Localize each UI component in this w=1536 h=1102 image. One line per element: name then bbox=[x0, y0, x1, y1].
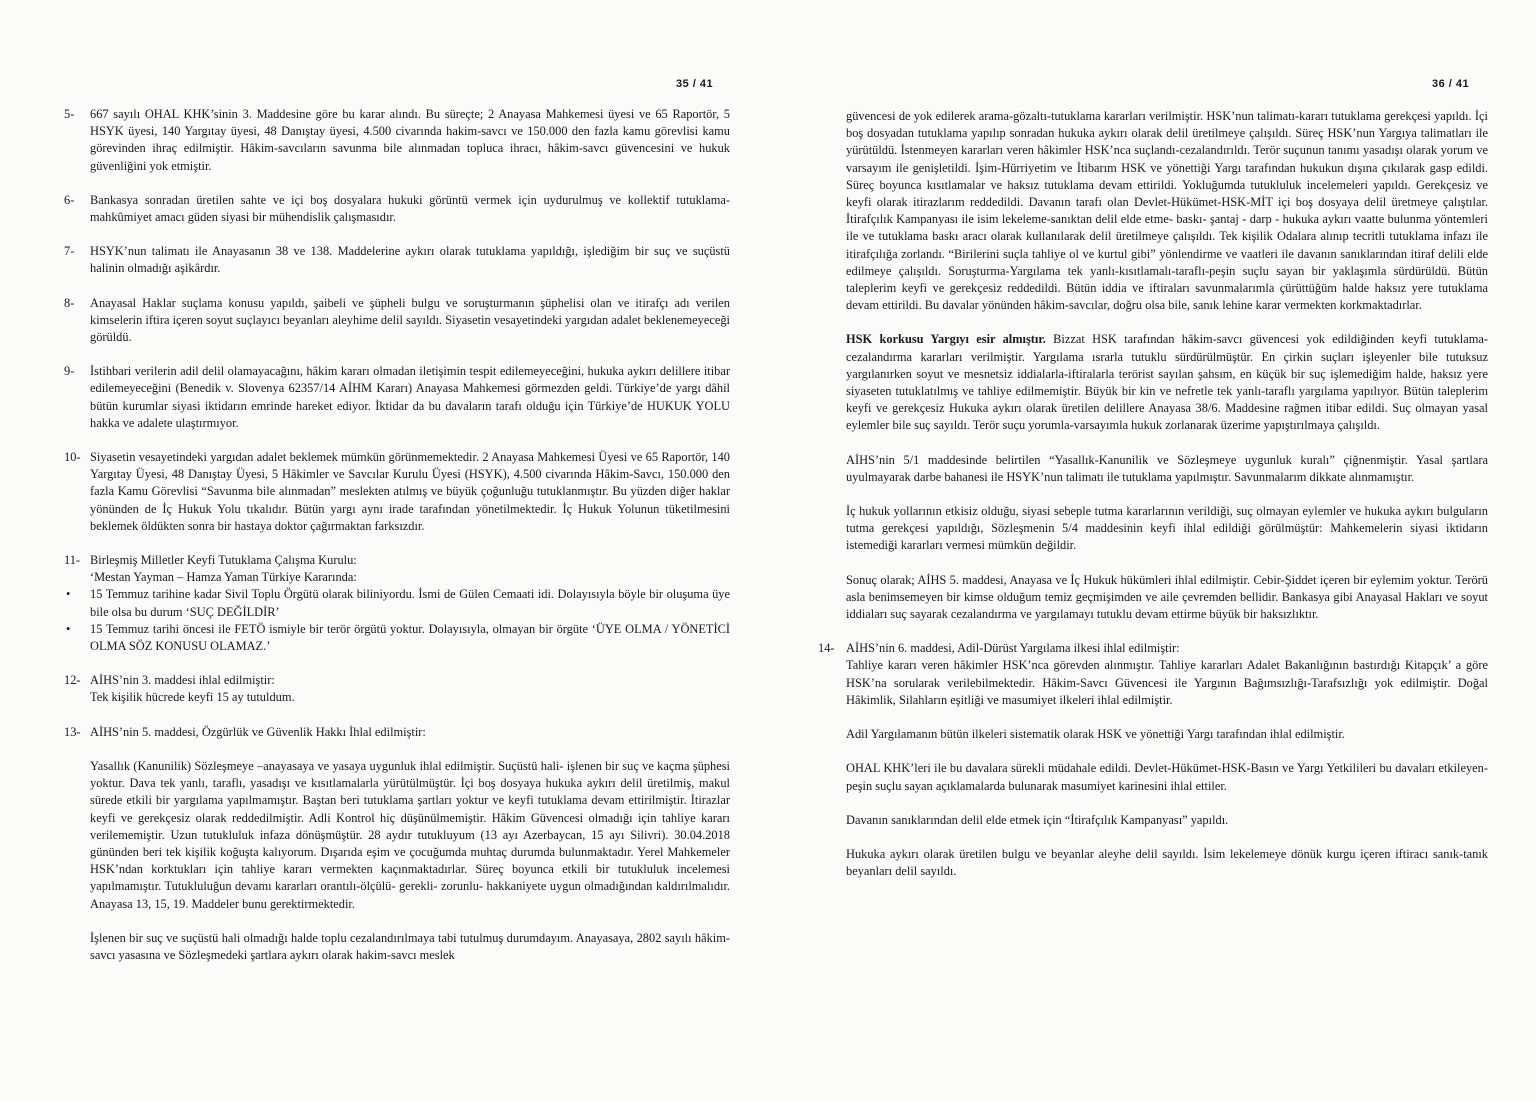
item-paragraph: İşlenen bir suç ve suçüstü hali olmadığı halde toplu cezalandırılmaya tabi tutulmuş durumdayım. Anayasaya, 2802 sayılı hâkim-savcı yasasına ve Sözleşmedeki şartlara aykırı olarak hakim-savcı meslek bbox=[90, 930, 730, 962]
item-number: 12- bbox=[64, 673, 81, 688]
page-number: 35 / 41 bbox=[676, 78, 714, 90]
item-text: Tahliye kararı veren hâkimler HSK’nca görevden alınmıştır. Tahliye kararları Adalet Bakanlığının bastırdığı Kitapçık’ a göre HSK’na sorularak verilebilmektedir. Hâkim-Savcı Güvencesi ile Yargının Bağımsızlığı-Tarafsızlığı yok edilmiştir. Doğal Hâkimlik, Silahların eşitliği ve masumiyet ilkeleri ihlal edilmiştir. bbox=[846, 658, 1488, 707]
bullet-item: • 15 Temmuz tarihine kadar Sivil Toplu Örgütü olarak biliniyordu. İsmi de Gülen Cemaati idi. Dolayısıyla böyle bir oluşuma üye bile olsa bu durum ‘SUÇ DEĞİLDİR’ bbox=[90, 586, 730, 620]
paragraph: Davanın sanıklarından delil elde etmek için “İtirafçılık Kampanyası” yapıldı. bbox=[846, 812, 1229, 827]
item-text: Tek kişilik hücrede keyfi 15 ay tutuldum. bbox=[90, 690, 295, 705]
paragraph: güvencesi de yok edilerek arama-gözaltı-tutuklama kararları verilmiştir. HSK’nun talimatı-kararı tutuklama gerekçesi yapıldı. İçi boş dosyadan tutuklama yapılıp sonradan hukuka aykırı olarak delil üretilmeye çalışıldı. Süreç HSK’nun Yargıya talimatları ile yürütüldü. İstenmeyen kararları veren hâkimler HSK’nca suçlandı-cezalandırıldı. Terör suçunun tanımı yasadışı olarak yorum ve varsayım ile genişletildi. İşim-Hürriyetim ve İtibarım HSK ve yönettiği Yargı tarafından hukukun dışına çıkılarak gasp edildi. Süreç boyunca kısıtlamalar ve haksız tutuklama devam ettirildi. Yokluğumda tutukluluk incelemeleri yapıldı. Gerekçesiz ve keyfi olarak itirazlarım reddedildi. Davanın tarafı olan Devlet-Hükümet-HSK-MİT içi boş dosyaya delil üretmeye çalıştılar. İtirafçılık Kampanyası ile isim lekeleme-sanıktan delil elde etme- baskı- şantaj - darp - hukuka aykırı vaatte bulunma yöntemleri ile ve tutuklama baskı aracı olarak kullanılarak delil üretilmeye çalışıldı. Tek kişilik Odalara alınıp tecritli tutuklama infazı ile itirafçılığa zorlandı. “Birilerini suçla tahliye ol ve kurtul gibi” yönlendirme ve vaatleri ile davanın sanıklarından itiraf delili elde edilmeye çalışıldı. Soruşturma-Yargılama tek yanlı-kısıtlamalı-taraflı-peşin suçlu sayan bir yaklaşımla sürdürüldü. Bütün taleplerim keyfi ve gerekçesiz reddedildi. Bütün iddia ve iftiraları savunmalarımla çürüttüğüm halde haksız yere tutuklama devam ettirildi. Bu davalar yönünden hâkim-savcılar, doğru olsa bile, sanık lehine karar vermekten korkmaktadırlar. bbox=[846, 109, 1488, 313]
list-item-14 bbox=[818, 640, 1488, 709]
item-text: Anayasal Haklar suçlama konusu yapıldı, şaibeli ve şüpheli bulgu ve soruşturmanın şüphelisi olan ve itirafçı adı verilen kimselerin iftira içeren soyut suçlayıcı beyanları aleyhime delil sayıldı. Siyasetin vesayetindeki yargıdan adalet beklenemeyeceği görüldü. bbox=[90, 295, 730, 345]
list-item bbox=[64, 243, 730, 277]
item-number: 9- bbox=[64, 364, 75, 379]
list-item bbox=[64, 295, 730, 347]
item-number: 8- bbox=[64, 295, 75, 310]
item-heading: AİHS’nin 6. maddesi, Adil-Dürüst Yargılama ilkesi ihlal edilmiştir: bbox=[846, 641, 1180, 656]
left-column bbox=[64, 106, 730, 981]
item-number: 14- bbox=[818, 641, 835, 656]
paragraph-rest: Bizzat HSK tarafından hâkim-savcı güvencesi yok edildiğinden keyfi tutuklama-cezalandırma kararları verilmiştir. Yargılama ısrarla tutuklu sürdürülmüştür. En çirkin suçları işleyenler bile tutuksuz yargılanırken soyut ve mesnetsiz iddialarla-iftiralarla terörist sayılan şahsım, en küçük bir suç işlemediğim halde, haksız yere siyaseten tutuklatılmış ve tahliye edilmemiştir. Büyük bir kin ve nefretle tek yanlı-taraflı yargılama yapılıyor. Bütün taleplerim keyfi ve gerekçesiz Hukuka aykırı olarak üretilen delillere Anayasa 38/6. Maddesine rağmen itibar edildi. Suç olmayan yasal eylemler bile suç sayıldı. Terör suçu yorumla-varsayımla hukuk zorlanarak üzerime yapıştırılmaya çalışıldı. bbox=[846, 332, 1488, 433]
right-column bbox=[818, 108, 1488, 897]
paragraph: OHAL KHK’leri ile bu davalara sürekli müdahale edildi. Devlet-Hükümet-HSK-Basın ve Yargı Yetkilileri bu davaları etkileyen- peşin suçlu sayan açıklamalarda bulunarak masumiyet karinesini ihlal ettiler. bbox=[846, 761, 1488, 793]
list-item bbox=[64, 449, 730, 535]
list-item-11 bbox=[64, 552, 730, 655]
item-number: 5- bbox=[64, 107, 75, 121]
paragraph: Hukuka aykırı olarak üretilen bulgu ve beyanlar aleyhe delil sayıldı. İsim lekelemeye dönük kurgu içeren iftiracı sanık-tanık beyanları delil sayıldı. bbox=[846, 846, 1488, 879]
list-item-12 bbox=[64, 672, 730, 706]
bullet-list bbox=[90, 586, 730, 655]
list-item-13 bbox=[64, 724, 730, 964]
paragraph: Adil Yargılamanın bütün ilkeleri sistematik olarak HSK ve yönettiği Yargı tarafından ihlal edilmiştir. bbox=[846, 727, 1345, 742]
bullet-item: • 15 Temmuz tarihi öncesi ile FETÖ ismiyle bir terör örgütü yoktur. Dolayısıyla, olmayan bir örgüte ‘ÜYE OLMA / YÖNETİCİ OLMA SÖZ KONUSU OLAMAZ.’ bbox=[90, 621, 730, 655]
paragraph: Sonuç olarak; AİHS 5. maddesi, Anayasa ve İç Hukuk hükümleri ihlal edilmiştir. Cebir-Şiddet içeren bir eylemim yoktur. Terörü asla benimsemeyen bir kimse olduğum temiz geçmişimden ve aile çevremden bellidir. Bankasya gibi Anayasal Hakları ve soyut iddiaları suç sayarak cezalandırma ve yargılamayı tutuklu devam ettirme büyük bir haksızlıktır. bbox=[846, 572, 1488, 622]
item-heading: Birleşmiş Milletler Keyfi Tutuklama Çalışma Kurulu: bbox=[90, 553, 357, 568]
paragraph: İç hukuk yollarının etkisiz olduğu, siyasi sebeple tutma kararlarının verildiği, suç olmayan eylemler ve hukuka aykırı bulguların tutma gerekçesi yapıldığı, Sözleşmenin 5/4 maddesinin keyfi ihlal edildiği görülmüştür: Mahkemelerin siyasi iktidarın istemediği kararları vermesi mümkün değildir. bbox=[846, 504, 1488, 553]
page-35 bbox=[0, 0, 760, 1102]
item-text: 667 sayılı OHAL KHK’sinin 3. Maddesine göre bu karar alındı. Bu süreçte; 2 Anayasa Mahkemesi üyesi ve 65 Raportör, 5 HSYK üyesi, 140 Yargıtay üyesi, 48 Danıştay üyesi, 4.500 civarında hakim-savcı ve 150.000 den fazla kamu görevlisi kamu görevinden ihraç edilmiştir. Hâkim-savcıların savunma bile alınmadan topluca ihracı, hâkim-savcı güvencesini ve hukuk güvenliğini yok etmiştir. bbox=[90, 107, 730, 173]
item-number: 13- bbox=[64, 724, 81, 739]
item-text: Siyasetin vesayetindeki yargıdan adalet beklemek mümkün görünmemektedir. 2 Anayasa Mahkemesi Üyesi ve 65 Raportör, 140 Yargıtay Üyesi, 48 Danıştay Üyesi, 5 Hâkimler ve Savcılar Kurulu Üyesi (HSYK), 4.500 civarında Hâkim-Savcı, 150.000 den fazla Kamu Görevlisi “Savunma bile alınmadan” meslekten atılmış ve büyük çoğunluğu tutuklanmıştır. Bu yüzden diğer haklar yönünden de İç Hukuk Yolu tıkalıdır. Bütün yargı aynı irade tarafından yönetilmektedir. İç Hukuk Yolunun tüketilmesini beklemek öldükten sonra bir hastaya doktor çağırmaktan farksızdır. bbox=[90, 450, 730, 533]
list-item bbox=[64, 106, 730, 175]
page-number: 36 / 41 bbox=[1432, 78, 1470, 90]
list-item bbox=[64, 192, 730, 226]
list-item bbox=[64, 363, 730, 432]
item-number: 6- bbox=[64, 192, 75, 207]
item-heading: AİHS’nin 3. maddesi ihlal edilmiştir: bbox=[90, 673, 275, 688]
item-paragraph: Yasallık (Kanunilik) Sözleşmeye –anayasaya ve yasaya uygunluk ihlal edilmiştir. Suçüstü hali- işlenen bir suç ve kaçma şüphesi yoktur. Dava tek yanlı, taraflı, yasadışı ve kısıtlamalarla yürütülmüştür. İçi boş dosyaya hukuka aykırı delil üretilmiş, makul sürede etkili bir yargılama yapılmamıştır. Baştan beri tutuklama şartları yoktur ve keyfi tutuklama devam ettirilmiştir. İtirazlar keyfi ve gerekçesiz olarak reddedilmiştir. Adli Kontrol hiç düşünülmemiştir. Hâkim Güvencesi olmadığı için tahliye kararı verilememiştir. Uzun tutukluluk infaza dönüşmüştür. 28 aydır tutukluyum (13 ayı Azerbaycan, 15 ayı Silivri). 30.04.2018 gününden beri tek kişilik koğuşta kalıyorum. Dışarıda eşim ve çocuğumda muhtaç durumda bulunmaktadır. Yerel Mahkemeler HSK’ndan korktukları için tahliye kararı vermekten kaçınmaktadırlar. Süreç boyunca etkili bir tutukluluk incelemesi yapılmamıştır. Tutukluluğun devamı kararları orantılı-ölçülü- gerekli- zorunlu- hakkaniyete uygun olmadığından kaldırılmalıdır. Anayasa 13, 15, 19. Maddeler bunu gerektirmektedir. bbox=[90, 758, 730, 911]
item-number: 10- bbox=[64, 450, 81, 465]
paragraph-hsk bbox=[846, 331, 1488, 434]
paragraph: AİHS’nin 5/1 maddesinde belirtilen “Yasallık-Kanunilik ve Sözleşmeye uygunluk kuralı” çiğnenmiştir. Yasal şartlara uyulmayarak darbe bahanesi ile HSYK’nun talimatı ile tutuklama yapılmıştır. Savunmalarım dikkate alınmamıştır. bbox=[846, 452, 1488, 484]
item-number: 11- bbox=[64, 553, 81, 568]
item-subheading: ‘Mestan Yayman – Hamza Yaman Türkiye Kararında: bbox=[90, 570, 357, 585]
item-text: İstihbari verilerin adil delil olamayacağını, hâkim kararı olmadan iletişimin tespit edilemeyeceğini, hukuka aykırı delillere itibar edilemeyeceğini (Benedik v. Slovenya 62357/14 AİHM Kararı) Anayasa Mahkemesi görmezden geldi. Türkiye’de yargı dâhil bütün kurumlar siyasi iktidarın emrinde hareket ediyor. İktidar da bu davaların tarafı olduğu için Türkiye’de HUKUK YOLU hakka ve adalete ulaştırmıyor. bbox=[90, 364, 730, 430]
item-heading: AİHS’nin 5. maddesi, Özgürlük ve Güvenlik Hakkı İhlal edilmiştir: bbox=[90, 724, 426, 739]
item-number: 7- bbox=[64, 244, 75, 259]
item-text: Bankasya sonradan üretilen sahte ve içi boş dosyalara hukuki görüntü vermek için uydurulmuş ve kollektif tutuklama- mahkûmiyet amacı güden siyasi bir mühendislik çalışmasıdır. bbox=[90, 192, 730, 225]
item-text: HSYK’nun talimatı ile Anayasanın 38 ve 138. Maddelerine aykırı olarak tutuklama yapıldığı, işlediğim bir suç ve suçüstü halinin olmadığı aşikârdır. bbox=[90, 244, 730, 276]
page-36 bbox=[790, 0, 1536, 1102]
bold-lead: HSK korkusu Yargıyı esir almıştır. bbox=[846, 332, 1046, 347]
